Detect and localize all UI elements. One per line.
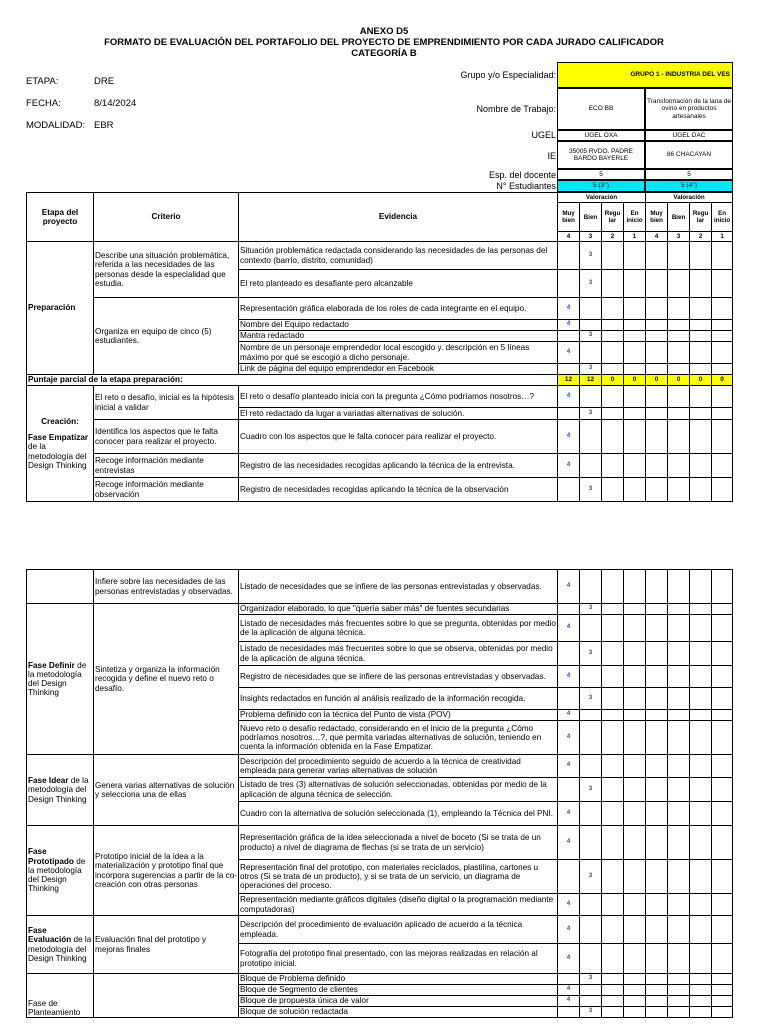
- score-cell: 4: [558, 320, 580, 331]
- modalidad-value: EBR: [94, 120, 114, 131]
- table-row: [27, 916, 733, 944]
- th-valoracion-2: Valoración: [646, 193, 733, 203]
- etapa-planteamiento: [27, 974, 94, 1018]
- definir-desc: de la metodología del Design Thinking: [28, 660, 87, 698]
- th-4: 4: [558, 232, 580, 242]
- evidencia-cell: Fotografía del prototipo final presentado, con las mejoras realizadas en relación al prototipo inicial.: [239, 944, 558, 974]
- etapa-value: DRE: [94, 76, 115, 87]
- evaluation-table-1: [26, 192, 733, 502]
- estudiantes-label: N° Estudiantes: [496, 181, 556, 191]
- table-row: [27, 420, 733, 454]
- score-cell: 3: [580, 1007, 602, 1018]
- evidencia-cell: Bloque de propuesta única de valor: [239, 996, 558, 1007]
- ugel-1: UGEL OXA: [557, 130, 645, 141]
- definir-label: Fase Definir: [28, 660, 75, 670]
- empatizar-desc: de la metodología del Design Thinking: [28, 442, 87, 470]
- evidencia-cell: Cuadro con la alternativa de solución seleccionada (1), empleando la Técnica del PNI.: [239, 802, 558, 826]
- subtotal-cell: 0: [646, 375, 668, 386]
- evidencia-cell: Bloque de Segmento de clientes: [239, 985, 558, 996]
- score-cell: 3: [580, 408, 602, 420]
- score-cell: 4: [558, 721, 580, 755]
- evidencia-cell: Registro de las necesidades recogidas aplicando la técnica de la entrevista.: [239, 454, 558, 478]
- subtotal-cell: 0: [712, 375, 733, 386]
- th-1: 1: [624, 232, 646, 242]
- score-cell: 4: [558, 298, 580, 320]
- idear-label: Fase Idear: [28, 776, 69, 786]
- score-cell: 4: [558, 454, 580, 478]
- fecha-value: 8/14/2024: [94, 98, 137, 109]
- score-cell: 4: [558, 916, 580, 944]
- evidencia-cell: Situación problemática redactada considerando las necesidades de las personas del contexto (barrio, distrito, comunidad): [239, 242, 558, 270]
- score-cell: 3: [580, 642, 602, 666]
- criterio-cell: Evaluación final del prototipo y mejoras finales: [94, 916, 239, 974]
- evidencia-cell: Nombre del Equipo redactado: [239, 320, 558, 331]
- docente-1: 5: [557, 169, 645, 180]
- score-cell: 4: [558, 826, 580, 860]
- modalidad-label: MODALIDAD:: [26, 120, 86, 131]
- criterio-cell: Sintetiza y organiza la información recogida y define el nuevo reto o desafío.: [94, 604, 239, 755]
- evidencia-cell: Listado de necesidades que se infiere de las personas entrevistadas y observadas.: [239, 570, 558, 604]
- th-valoracion-1: Valoración: [558, 193, 646, 203]
- docente-2: 5: [645, 169, 733, 180]
- evidencia-cell: Listado de necesidades más frecuentes sobre lo que se observa, obtenidas por medio de la aplicación de alguna técnica.: [239, 642, 558, 666]
- score-cell: 3: [580, 364, 602, 375]
- evidencia-cell: Mantra redactado: [239, 331, 558, 342]
- etapa-definir: [27, 604, 94, 755]
- score-cell: 4: [558, 710, 580, 721]
- evidencia-cell: Bloque de Problema definido: [239, 974, 558, 985]
- th-2: 2: [602, 232, 624, 242]
- criterio-cell: Identifica los aspectos que le falta conocer para realizar el proyecto.: [94, 420, 239, 454]
- grupo-label: Grupo y/o Especialidad:: [460, 70, 556, 80]
- evidencia-cell: Nombre de un personaje emprendedor local escogido y. descripción en 5 líneas máximo por qué se escogió a dicho personaje.: [239, 342, 558, 364]
- criterio-cell: Recoge información mediante observación: [94, 478, 239, 502]
- criterio-cell: Organiza en equipo de cinco (5) estudiantes.: [94, 298, 239, 375]
- planteamiento-label: Fase de: [28, 998, 58, 1008]
- th-regular: Regu lar: [690, 203, 712, 232]
- criterio-cell: El reto o desafío, inicial es la hipótesis inicial a validar: [94, 386, 239, 420]
- evidencia-cell: Problema definido con la técnica del Punto de vista (POV): [239, 710, 558, 721]
- th-muy-bien: Muy bien: [646, 203, 668, 232]
- score-cell: 3: [580, 778, 602, 802]
- estudiantes-1: 5 (3°): [557, 180, 645, 192]
- form-title: FORMATO DE EVALUACIÓN DEL PORTAFOLIO DEL PROYECTO DE EMPRENDIMIENTO POR CADA JURADO CALIFICADOR: [104, 37, 664, 48]
- th-en-inicio: En inicio: [712, 203, 733, 232]
- evidencia-cell: Listado de tres (3) alternativas de solución seleccionadas, obtenidas por medio de la aplicación de alguna técnica de selección.: [239, 778, 558, 802]
- score-cell: 4: [558, 666, 580, 688]
- etapa-idear: [27, 755, 94, 826]
- evidencia-cell: Registro de necesidades recogidas aplicando la técnica de la observación: [239, 478, 558, 502]
- evaluacion-label: Fase Evaluación: [28, 926, 72, 945]
- table-row: [27, 755, 733, 778]
- trabajo-1: ECO BB: [557, 88, 645, 130]
- th-3: 3: [580, 232, 602, 242]
- ie-1: 35005 RVDO. PADRE BARDO BAYERLE: [557, 141, 645, 169]
- subtotal-row: [27, 375, 733, 386]
- score-cell: 4: [558, 615, 580, 642]
- criterio-cell: Prototipo inicial de la idea a la materialización y prototipo final que incorpora sugerencias a partir de la co-creación con otras personas: [94, 826, 239, 916]
- criterio-cell: Genera varias alternativas de solución y selecciona una de ellas: [94, 755, 239, 826]
- evidencia-cell: El reto o desafío planteado inicia con la pregunta ¿Cómo podríamos nosotros…?: [239, 386, 558, 408]
- table-row: [27, 478, 733, 502]
- score-cell: 4: [558, 755, 580, 778]
- score-cell: 3: [580, 860, 602, 894]
- criterio-cell: Recoge información mediante entrevistas: [94, 454, 239, 478]
- idear-desc: de la metodología del Design Thinking: [28, 776, 89, 804]
- ugel-label: UGEL: [531, 130, 556, 140]
- score-cell: 4: [558, 894, 580, 916]
- evidencia-cell: El reto redactado da lugar a variadas alternativas de solución.: [239, 408, 558, 420]
- th-evidencia: Evidencia: [239, 193, 558, 242]
- etapa-evaluacion: [27, 916, 94, 974]
- score-cell: 4: [558, 944, 580, 974]
- criterio-cell: Describe una situación problemática, referida a las necesidades de las personas desde la especialidad que estudia.: [94, 242, 239, 298]
- prototipado-label: Fase Prototipado: [28, 847, 74, 866]
- score-cell: 4: [558, 386, 580, 408]
- table-row: [27, 454, 733, 478]
- estudiantes-2: 5 (4°): [645, 180, 733, 192]
- planteamiento-label-2: Planteamiento: [28, 1007, 81, 1017]
- table-row: [27, 570, 733, 604]
- empatizar-label: Fase Empatizar: [28, 433, 89, 443]
- evidencia-cell: El reto planteado es desafiante pero alcanzable: [239, 270, 558, 298]
- th-3: 3: [668, 232, 690, 242]
- ie-2: 86 CHACAYAN: [645, 141, 733, 169]
- subtotal-cell: 0: [602, 375, 624, 386]
- subtotal-cell: 12: [580, 375, 602, 386]
- etapa-preparacion: Preparación: [27, 242, 94, 375]
- score-cell: 3: [580, 478, 602, 502]
- creacion-label: Creación:: [41, 416, 79, 426]
- evidencia-cell: Listado de necesidades más frecuentes sobre lo que se pregunta, obtenidas por medio de la aplicación de alguna técnica.: [239, 615, 558, 642]
- category-title: CATEGORÍA B: [351, 48, 417, 59]
- th-bien: Bien: [668, 203, 690, 232]
- score-cell: 3: [580, 331, 602, 342]
- th-2: 2: [690, 232, 712, 242]
- th-1: 1: [712, 232, 733, 242]
- table-row: [27, 298, 733, 320]
- evidencia-cell: Bloque de solución redactada: [239, 1007, 558, 1018]
- score-cell: 3: [580, 604, 602, 615]
- evaluacion-desc: de la metodología del Design Thinking: [28, 935, 92, 963]
- subtotal-cell: 0: [690, 375, 712, 386]
- trabajo-label: Nombre de Trabajo:: [476, 104, 556, 114]
- trabajo-2: Transformación de la lana de ovino en productos artesanales: [645, 88, 733, 130]
- evidencia-cell: Representación gráfica elaborada de los roles de cada integrante en el equipo.: [239, 298, 558, 320]
- evidencia-cell: Descripción del procedimiento de evaluación aplicado de acuerdo a la técnica empleada.: [239, 916, 558, 944]
- score-cell: 4: [558, 802, 580, 826]
- etapa-creacion: [27, 386, 94, 502]
- evidencia-cell: Registro de necesidades que se infiere de las personas entrevistadas y observadas.: [239, 666, 558, 688]
- evidencia-cell: Representación final del prototipo, con materiales reciclados, plastilina, cartones u otros (Si se trata de un producto), y si se trata de un servicio, un diagrama de operaciones del proceso.: [239, 860, 558, 894]
- fecha-label: FECHA:: [26, 98, 61, 109]
- subtotal-cell: 0: [624, 375, 646, 386]
- annex-title: ANEXO D5: [359, 26, 409, 37]
- etapa-prototipado: [27, 826, 94, 916]
- th-regular: Regu lar: [602, 203, 624, 232]
- score-cell: 3: [580, 688, 602, 710]
- th-bien: Bien: [580, 203, 602, 232]
- puntaje-label: Puntaje parcial de la etapa preparación:: [27, 375, 558, 386]
- th-criterio: Criterio: [94, 193, 239, 242]
- evidencia-cell: Representación gráfica de la idea seleccionada a nivel de boceto (Si se trata de un producto) a nivel de diagrama de flechas (si se trata de un servicio): [239, 826, 558, 860]
- table-row: [27, 386, 733, 408]
- evidencia-cell: Cuadro con los aspectos que le falta conocer para realizar el proyecto.: [239, 420, 558, 454]
- ie-label: IE: [547, 151, 556, 161]
- table-row: [27, 826, 733, 860]
- evidencia-cell: Organizador elaborado, lo que "quería saber más" de fuentes secundarias: [239, 604, 558, 615]
- table-row: [27, 242, 733, 270]
- th-etapa: Etapa del proyecto: [27, 193, 94, 242]
- table-row: [27, 604, 733, 615]
- th-en-inicio: En inicio: [624, 203, 646, 232]
- evidencia-cell: Descripción del procedimiento seguido de acuerdo a la técnica de creatividad empleada para generar varias alternativas de solución: [239, 755, 558, 778]
- evidencia-cell: Link de página del equipo emprendedor en Facebook: [239, 364, 558, 375]
- score-cell: 4: [558, 420, 580, 454]
- score-cell: 4: [558, 996, 580, 1007]
- subtotal-cell: 12: [558, 375, 580, 386]
- th-4: 4: [646, 232, 668, 242]
- score-cell: 4: [558, 985, 580, 996]
- docente-label: Esp. del docente: [488, 170, 556, 180]
- evidencia-cell: Representación mediante gráficos digitales (diseño digital o la programación mediante computadoras): [239, 894, 558, 916]
- criterio-cell: Infiere sobre las necesidades de las personas entrevistadas y observadas.: [94, 570, 239, 604]
- etapa-label: ETAPA:: [26, 76, 59, 87]
- grupo-value: GRUPO 1 - INDUSTRIA DEL VES: [557, 62, 733, 88]
- table-row: [27, 974, 733, 985]
- evidencia-cell: Insights redactados en función al análisis realizado de la información recogida.: [239, 688, 558, 710]
- subtotal-cell: 0: [668, 375, 690, 386]
- evidencia-cell: Nuevo reto o desafío redactado, considerando en el inicio de la pregunta ¿Cómo podríamos nosotros…?, que permita variadas alternativas de solución, teniendo en cuenta la información obtenida en la Fase Empatizar.: [239, 721, 558, 755]
- score-cell: 4: [558, 342, 580, 364]
- score-cell: 3: [580, 270, 602, 298]
- prototipado-desc: de la metodología del Design Thinking: [28, 856, 86, 894]
- score-cell: 3: [580, 974, 602, 985]
- ugel-2: UGEL DAC: [645, 130, 733, 141]
- score-cell: 4: [558, 570, 580, 604]
- score-cell: 3: [580, 242, 602, 270]
- evaluation-table-2: [26, 569, 733, 1018]
- th-muy-bien: Muy bien: [558, 203, 580, 232]
